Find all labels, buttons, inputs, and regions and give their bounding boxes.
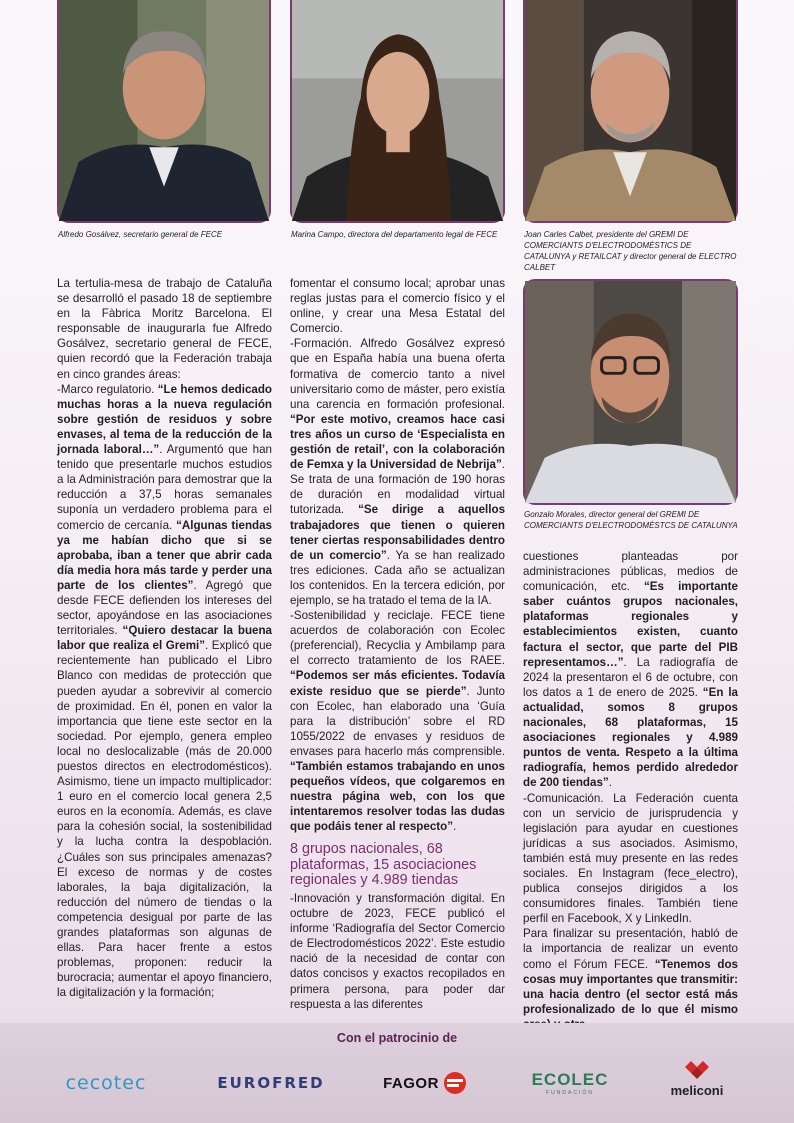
col2-paragraph-1: fomentar el consumo local; aprobar unas reglas justas para el comercio físico y el online, y crear una Mesa Estatal del Comercio.: [290, 277, 505, 336]
eurofred-logo: EUROFRED: [217, 1074, 325, 1092]
col2-paragraph-sostenibilidad: -Sostenibilidad y reciclaje. FECE tiene acuerdos de colaboración con Ecolec (preferencial), Recyclia y Ambilamp para el correcto tratamiento de los RAEE. “Podemos ser más eficientes. Todavía existe residuo que se pierde”. Junto con Ecolec, han elaborado una ‘Guía para la distribución’ sobre el RD 1055/2022 de envases y residuos de envases para hacerlo más comprensible. “También estamos trabajando en unos pequeños vídeos, que colgaremos en nuestra página web, con los que intentaremos resolver todas las dudas que podáis tener al respecto”.: [290, 609, 505, 834]
fagor-logo: FAGOR: [375, 1063, 475, 1103]
sponsor-bar: [0, 1023, 794, 1123]
article-column-1: [57, 276, 272, 1012]
photo-gonzalo-morales: [523, 279, 738, 505]
photo-joan-carles-calbet: [523, 0, 738, 223]
cecotec-logo: cecotec: [65, 1072, 147, 1094]
caption-gonzalo-morales: Gonzalo Morales, director general del GREMI DE COMERCIANTS D'ELECTRODOMÈSTCS DE CATALUNYA: [524, 510, 738, 530]
photo-alfredo-gosalvez: [57, 0, 271, 223]
col1-paragraph-intro: La tertulia-mesa de trabajo de Cataluña se desarrolló el pasado 18 de septiembre en la Fàbrica Moritz Barcelona. El responsable de inaugurarla fue Alfredo Gosálvez, secretario general de FECE, quien recordó que la Federación trabaja en cinco grandes áreas:: [57, 277, 272, 381]
meliconi-logo: meliconi: [662, 1053, 732, 1105]
col1-paragraph-regulatorio: -Marco regulatorio. “Le hemos dedicado muchas horas a la nueva regulación sobre gestión de residuos y sobre envases, al tema de la reducción de la jornada laboral…”. Argumentó que han tenido que presentarle muchos estudios a la Administración para demostrar que la reducción a 37,5 horas semanales suponía un verdadero problema para el comercio de cercanía. “Algunas tiendas ya me habían dicho que si se aprobaba, iban a tener que abrir cada día media hora más tarde y perder una parte de los clientes”. Agregó que desde FECE defienden los intereses del sector, apoyándose en las asociaciones territoriales. “Quiero destacar la buena labor que realiza el Gremi”. Explicó que recientemente han publicado el Libro Blanco con medidas de protección que pueden ayudar a sobrevivir al comercio de proximidad. En él, ponen en valor la importancia que tiene este sector en la sociedad. Por ejemplo, genera empleo local no deslocalizable (más de 20.000 puestos directos en electrodomésticos). Asimismo, tiene un impacto multiplicador: 1 euro en el comercio local genera 2,5 euros en la economía. Además, es clave para la cohesión social, la sostenibilidad y la lucha contra la despoblación. ¿Cuáles son sus principales amenazas? El exceso de normas y de costes laborales, la baja digitalización, la reducción del número de tiendas o la competencia desigual por parte de las grandes plataformas son algunas de ellas. Para hacer frente a estos problemas, proponen: reducir la burocracia; aumentar el apoyo financiero, la digitalización y la formación;: [57, 382, 272, 1000]
section-heading: 8 grupos nacionales, 68 plataformas, 15 asociaciones regionales y 4.989 tiendas: [290, 841, 477, 889]
col3-paragraph-final: Para finalizar su presentación, habló de la importancia de realizar un evento como el Fórum FECE. “Tenemos dos cosas muy importantes que transmitir: una hacia dentro (el sector está más profesionalizado de lo que él mismo: [523, 927, 738, 1016]
fagor-symbol-icon: [443, 1071, 467, 1095]
article-column-3: [523, 549, 738, 1016]
col2-paragraph-formacion: -Formación. Alfredo Gosálvez expresó que en España había una buena oferta formativa de comercio tanto a nivel universitario como de máster, pero existía una carencia en formación profesional. “Por este motivo, creamos hace casi tres años un curso de ‘Especialista en gestión de retail’, con la colaboración de Femxa y la Universidad de Nebrija”. Se trata de una formación de 190 horas de duración en modalidad virtual tutorizada. “Se dirige a aquellos trabajadores que tienen o quieren tener ciertas responsabilidades dentro de un comercio”. Ya se han realizado tres ediciones. Cada año se actualizan los contenidos. En la tercera edición, por ejemplo, se ha tratado el tema de la IA.: [290, 337, 506, 607]
meliconi-symbol-icon: [682, 1061, 712, 1083]
caption-marina-campo: Marina Campo, directora del departamento legal de FECE: [291, 230, 498, 239]
caption-joan-carles-calbet: Joan Carles Calbet, presidente del GREMI DE COMERCIANTS D'ELECTRODOMÈSTICS DE CATALUNYA y RETAILCAT y director general de ELECTRO CALBET: [524, 230, 737, 272]
col2-paragraph-innovacion: -Innovación y transformación digital. En octubre de 2023, FECE publicó el informe ‘Radiografía del Sector Comercio de Electrodomésticos 2022’. Este estudio nació de la necesidad de contar con datos concisos y exactos recopilados en primera persona, para poder dar respuesta a las diferentes: [290, 891, 505, 1011]
photo-marina-campo: [290, 0, 505, 223]
sponsor-title: Con el patrocinio de: [336, 1031, 458, 1045]
col3-paragraph-comunicacion: -Comunicación. La Federación cuenta con un servicio de jurisprudencia y legislación para ayudar en cuestiones jurídicas a sus asociados. Asimismo, también está muy presente en las redes sociales. En Instagram (fece_electro), publica consejos dirigidos a los consumidores finales. También tiene perfil en Facebook, X y LinkedIn.: [523, 791, 738, 926]
ecolec-logo: ECOLEC FUNDACIÓN: [531, 1070, 609, 1096]
article-column-2: [290, 276, 505, 1012]
caption-alfredo-gosalvez: Alfredo Gosálvez, secretario general de FECE: [58, 230, 223, 239]
col3-paragraph-1: cuestiones planteadas por administraciones públicas, medios de comunicación, etc. “Es importante saber cuántos grupos nacionales, plataformas regionales y establecimientos existen, cuanto factura el sector, que parte del PIB representamos…”. La radiografía de 2024 la presentaron el 6 de octubre, con los datos a 1 de enero de 2025. “En la actualidad, somos 8 grupos nacionales, 68 plataformas, 15 asociaciones regionales y 4.989 puntos de venta. Respeto a la última radiografía, hemos perdido alrededor de 200 tiendas”.: [523, 550, 738, 790]
